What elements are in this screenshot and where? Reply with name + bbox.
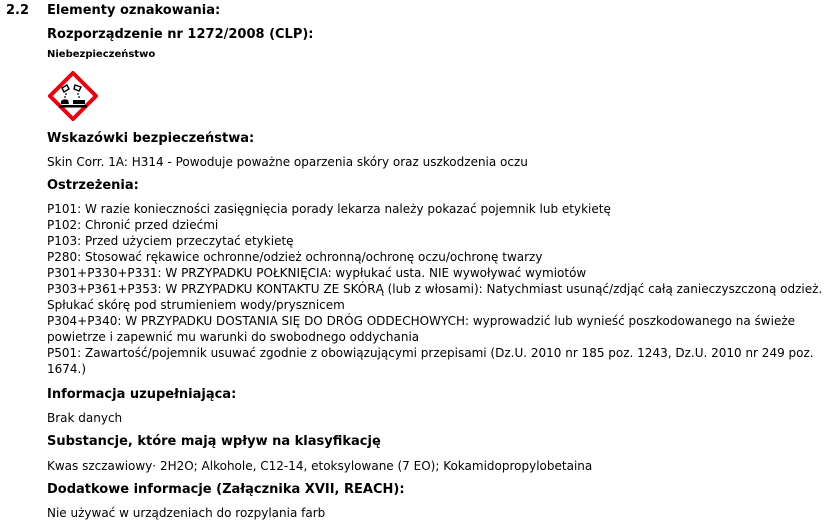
hazard-statement: Skin Corr. 1A: H314 - Powoduje poważne oparzenia skóry oraz uszkodzenia oczu: [47, 155, 528, 169]
section-number: 2.2: [6, 3, 30, 18]
precautionary-line: P301+P330+P331: W PRZYPADKU POŁKNIĘCIA: wypłukać usta. NIE wywoływać wymiotów: [47, 266, 587, 280]
signal-word: Niebezpieczeństwo: [47, 49, 156, 60]
precautionary-list: [47, 201, 822, 377]
substances-heading: Substancje, które mają wpływ na klasyfikację: [47, 434, 381, 449]
supplementary-heading: Informacja uzupełniająca:: [47, 387, 237, 402]
precautionary-line: Spłukać skórę pod strumieniem wody/prysznicem: [47, 298, 345, 312]
additional-text: Nie używać w urządzeniach do rozpylania farb: [47, 506, 326, 520]
supplementary-text: Brak danych: [47, 411, 123, 425]
precautionary-line: P501: Zawartość/pojemnik usuwać zgodnie z obowiązującymi przepisami (Dz.U. 2010 nr 185 poz. 1243, Dz.U. 2010 nr 249 poz.: [47, 346, 814, 360]
precautionary-line: P304+P340: W PRZYPADKU DOSTANIA SIĘ DO DRÓG ODDECHOWYCH: wyprowadzić lub wynieść poszkodowanego na świeże: [47, 314, 796, 328]
precautionary-line: P101: W razie konieczności zasięgnięcia porady lekarza należy pokazać pojemnik lub etykietę: [47, 202, 611, 216]
precautionary-line: 1674.): [47, 362, 87, 376]
precautionary-line: P280: Stosować rękawice ochronne/odzież ochronną/ochronę oczu/ochronę twarzy: [47, 250, 543, 264]
section-title: Elementy oznakowania:: [47, 3, 221, 18]
substances-text: Kwas szczawiowy· 2H2O; Alkohole, C12-14, etoksylowane (7 EO); Kokamidopropylobetaina: [47, 459, 593, 473]
precautionary-heading: Ostrzeżenia:: [47, 178, 139, 193]
ghs05-corrosion-icon: [48, 71, 98, 121]
additional-heading: Dodatkowe informacje (Załącznika XVII, REACH):: [47, 482, 405, 497]
regulation-heading: Rozporządzenie nr 1272/2008 (CLP):: [47, 27, 314, 42]
precautionary-line: P102: Chronić przed dziećmi: [47, 218, 219, 232]
precautionary-line: P103: Przed użyciem przeczytać etykietę: [47, 234, 294, 248]
precautionary-line: P303+P361+P353: W PRZYPADKU KONTAKTU ZE SKÓRĄ (lub z włosami): Natychmiast usunąć/zdjąć całą zanieczyszczoną odzież.: [47, 282, 823, 296]
hazard-heading: Wskazówki bezpieczeństwa:: [47, 131, 255, 146]
precautionary-line: powietrze i zapewnić mu warunki do swobodnego oddychania: [47, 330, 420, 344]
